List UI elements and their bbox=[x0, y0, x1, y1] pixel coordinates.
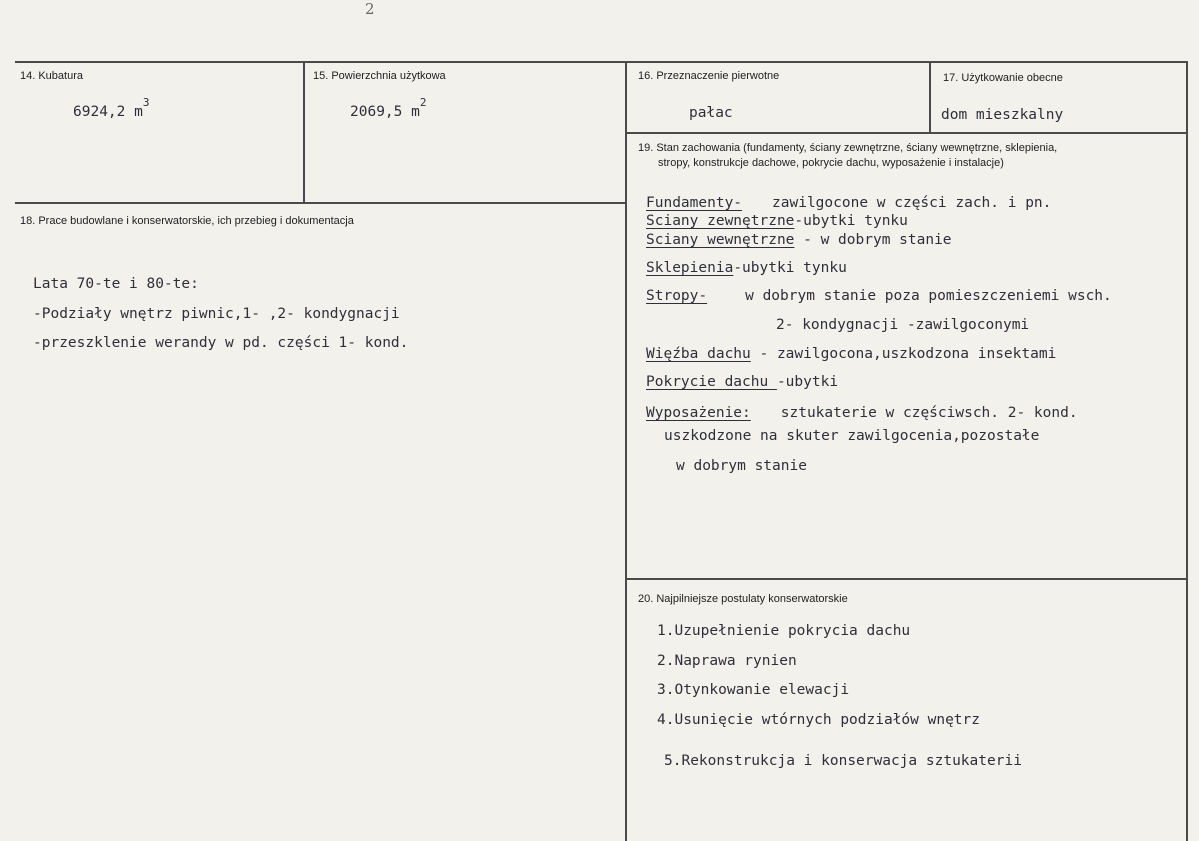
stan-sklepienia bbox=[646, 260, 847, 276]
postulat-2: 2.Naprawa rynien bbox=[657, 653, 797, 669]
sciany-wewnetrzne-heading: Sciany wewnętrzne bbox=[646, 232, 795, 248]
page-number: 2 bbox=[365, 0, 375, 18]
divider-14-15 bbox=[303, 61, 305, 203]
pokrycie-heading: Pokrycie dachu bbox=[646, 374, 777, 390]
sciany-zewnetrzne-text: -ubytki tynku bbox=[794, 213, 908, 229]
powierzchnia-label: 15. Powierzchnia użytkowa bbox=[313, 70, 446, 82]
stan-sciany-zewnetrzne bbox=[646, 213, 908, 229]
stan-label-line-1: 19. Stan zachowania (fundamenty, ściany zewnętrzne, ściany wewnętrzne, sklepienia, bbox=[638, 142, 1058, 154]
rule-below-19 bbox=[627, 578, 1187, 580]
wyposazenie-text: sztukaterie w częściwsch. 2- kond. bbox=[780, 405, 1078, 421]
stan-stropy-cont: 2- kondygnacji -zawilgoconymi bbox=[776, 317, 1030, 333]
uzytkowanie-label: 17. Użytkowanie obecne bbox=[943, 72, 1063, 84]
postulat-5: 5.Rekonstrukcja i konserwacja sztukaterii bbox=[664, 753, 1022, 769]
wiezba-heading: Więźba dachu bbox=[646, 346, 751, 362]
rule-below-16-17 bbox=[627, 132, 1187, 134]
stan-wyposazenie-cont-2: w dobrym stanie bbox=[676, 458, 807, 474]
stan-wyposazenie-cont-1: uszkodzone na skuter zawilgocenia,pozostałe bbox=[664, 428, 1040, 444]
sklepienia-text: -ubytki tynku bbox=[733, 260, 847, 276]
divider-main bbox=[625, 61, 627, 841]
stan-stropy bbox=[646, 288, 1112, 304]
uzytkowanie-value: dom mieszkalny bbox=[941, 107, 1064, 123]
postulat-1: 1.Uzupełnienie pokrycia dachu bbox=[657, 623, 911, 639]
postulaty-label: 20. Najpilniejsze postulaty konserwatorskie bbox=[638, 593, 848, 605]
rule-below-14-15 bbox=[15, 202, 627, 204]
stan-fundamenty bbox=[646, 195, 1051, 211]
sciany-wewnetrzne-text: - w dobrym stanie bbox=[794, 232, 952, 248]
przeznaczenie-value: pałac bbox=[689, 105, 733, 121]
powierzchnia-value: 2069,5 $m^2$ bbox=[350, 96, 427, 120]
stan-wiezba bbox=[646, 346, 1056, 362]
right-border bbox=[1186, 61, 1188, 841]
wiezba-text: - zawilgocona,uszkodzona insektami bbox=[750, 346, 1057, 362]
postulat-3: 3.Otynkowanie elewacji bbox=[657, 682, 850, 698]
stan-sciany-wewnetrzne bbox=[646, 232, 952, 248]
wyposazenie-heading: Wyposażenie: bbox=[646, 405, 751, 421]
pokrycie-text: -ubytki bbox=[776, 374, 839, 390]
postulat-4: 4.Usunięcie wtórnych podziałów wnętrz bbox=[657, 712, 981, 728]
prace-line-3: -przeszklenie werandy w pd. części 1- kond. bbox=[33, 335, 409, 351]
stropy-text: w dobrym stanie poza pomieszczeniemi wsch. bbox=[745, 288, 1112, 304]
prace-line-2: -Podziały wnętrz piwnic,1- ,2- kondygnacji bbox=[33, 306, 400, 322]
stan-wyposazenie bbox=[646, 405, 1078, 421]
kubatura-label: 14. Kubatura bbox=[20, 70, 83, 82]
kubatura-value: 6924,2 $m^3$ bbox=[73, 96, 150, 120]
fundamenty-text: zawilgocone w części zach. i pn. bbox=[772, 195, 1052, 211]
stropy-heading: Stropy- bbox=[646, 288, 708, 304]
fundamenty-heading: Fundamenty- bbox=[646, 195, 743, 211]
divider-16-17 bbox=[929, 61, 931, 133]
prace-label: 18. Prace budowlane i konserwatorskie, ich przebieg i dokumentacja bbox=[20, 215, 354, 227]
top-rule bbox=[15, 61, 1187, 63]
stan-pokrycie bbox=[646, 374, 838, 390]
prace-line-1: Lata 70-te i 80-te: bbox=[33, 276, 199, 292]
sciany-zewnetrzne-heading: Sciany zewnętrzne bbox=[646, 213, 795, 229]
sklepienia-heading: Sklepienia bbox=[646, 260, 734, 276]
stan-label-line-2: stropy, konstrukcje dachowe, pokrycie dachu, wyposażenie i instalacje) bbox=[658, 157, 1004, 169]
przeznaczenie-label: 16. Przeznaczenie pierwotne bbox=[638, 70, 780, 82]
